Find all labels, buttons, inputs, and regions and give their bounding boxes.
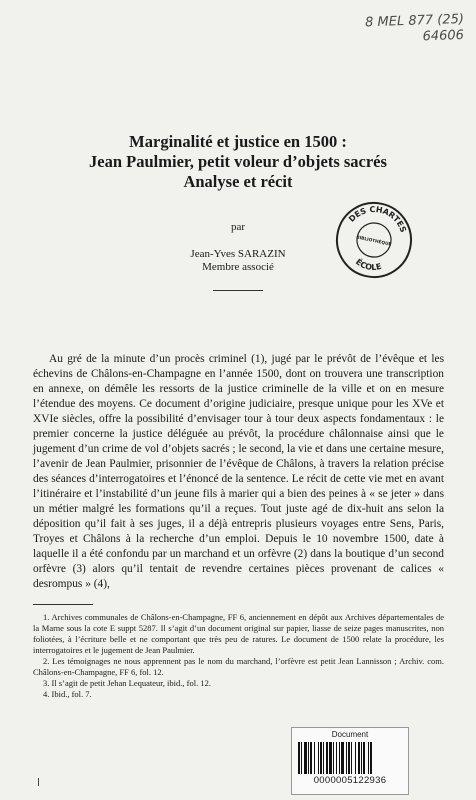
author-role: Membre associé bbox=[202, 261, 274, 273]
title-line-3: Analyse et récit bbox=[183, 172, 293, 191]
stamp-text-bottom: ÉCOLE bbox=[353, 257, 383, 273]
footnote-3: 3. Il s’agit de petit Jehan Lequateur, ibid., fol. 12. bbox=[43, 678, 211, 688]
margin-mark bbox=[38, 778, 39, 786]
article-title bbox=[60, 132, 416, 192]
stamp-text-top: DES CHARTES bbox=[347, 204, 408, 234]
footnote-4: 4. Ibid., fol. 7. bbox=[43, 689, 92, 699]
svg-text:DES CHARTES bbox=[346, 199, 412, 235]
svg-text:ÉCOLE bbox=[353, 255, 384, 275]
footnotes bbox=[33, 612, 444, 700]
library-stamp-icon bbox=[327, 193, 422, 288]
footnote-divider bbox=[33, 604, 93, 605]
footnote-2: 2. Les témoignages ne nous apprennent pas le nom du marchand, l’orfèvre est petit Jean Lannisson ; Archiv. com. Châlons-en-Champagne, FF 6, fol. 12. bbox=[33, 656, 444, 677]
barcode-number: 0000005122936 bbox=[313, 775, 387, 786]
handwritten-shelfmark bbox=[344, 11, 465, 46]
byline-par: par bbox=[230, 221, 246, 233]
shelfmark-line-2: 64606 bbox=[422, 27, 465, 45]
title-divider bbox=[213, 290, 263, 291]
body-text bbox=[33, 352, 444, 592]
title-line-2: Jean Paulmier, petit voleur d’objets sacrés bbox=[89, 152, 387, 171]
barcode-title: Document bbox=[331, 730, 369, 739]
title-line-1: Marginalité et justice en 1500 : bbox=[129, 132, 347, 151]
author-name: Jean-Yves SARAZIN bbox=[190, 248, 286, 260]
footnote-1: 1. Archives communales de Châlons-en-Champagne, FF 6, anciennement en dépôt aux Archives départementales de la Marne sous la cote E suppt 5287. Il s’agit d’un document original sur papier, liasse de seize pages manuscrites, non foliotées, à l’écriture belle et ne comportant que très peu de ratures. Le document de 1500 relate la procédure, les interrogatoires et le jugement de Jean Paulmier. bbox=[33, 612, 444, 655]
barcode-label bbox=[291, 727, 409, 795]
shelfmark-line-1: 8 MEL 877 (25) bbox=[364, 11, 465, 31]
barcode-icon bbox=[296, 742, 404, 774]
stamp-text-center: BIBLIOTHÈQUE bbox=[355, 235, 392, 248]
body-paragraph: Au gré de la minute d’un procès criminel (1), jugé par le prévôt de l’évêque et les échevins de Châlons-en-Champagne en l’année 1500, dont on trouvera une transcription en annexe, on démêle les ressorts de la justice criminelle de la ville et on en mesure l’étendue des moyens. Ce document d’origine judiciaire, presque unique pour les XVe et XVIe siècles, offre la possibilité d’envisager tour à tour deux aspects fondamentaux : le premier concerne la justice déléguée au prévôt, la procédure châlonnaise ainsi que le jugement d’un crime de vol d’objets sacrés ; le second, la vie et dans une certaine mesure, l’avenir de Jean Paulmier, prisonnier de l’évêque de Châlons, à travers la relation précise des séances d’interrogatoires et l’énoncé de la sentence. Le récit de cette vie met en avant l’itinéraire et l’instabilité d’un jeune fils à marier qui a bien des peines à « se jeter » dans un métier malgré les formations qu’il a reçues. Tout juste agé de dix-huit ans selon la déposition qu’il fait à ses juges, il a déjà entrepris plusieurs voyages entre Sens, Paris, Troyes et Châlons à la recherche d’un emploi. Depuis le 10 novembre 1500, date à laquelle il a été confondu par un marchand et un orfèvre (2) dans la boutique d’un second orfèvre (3) alors qu’il tentait de revendre certaines pièces provenant de calices « desrompus » (4), bbox=[33, 353, 444, 590]
